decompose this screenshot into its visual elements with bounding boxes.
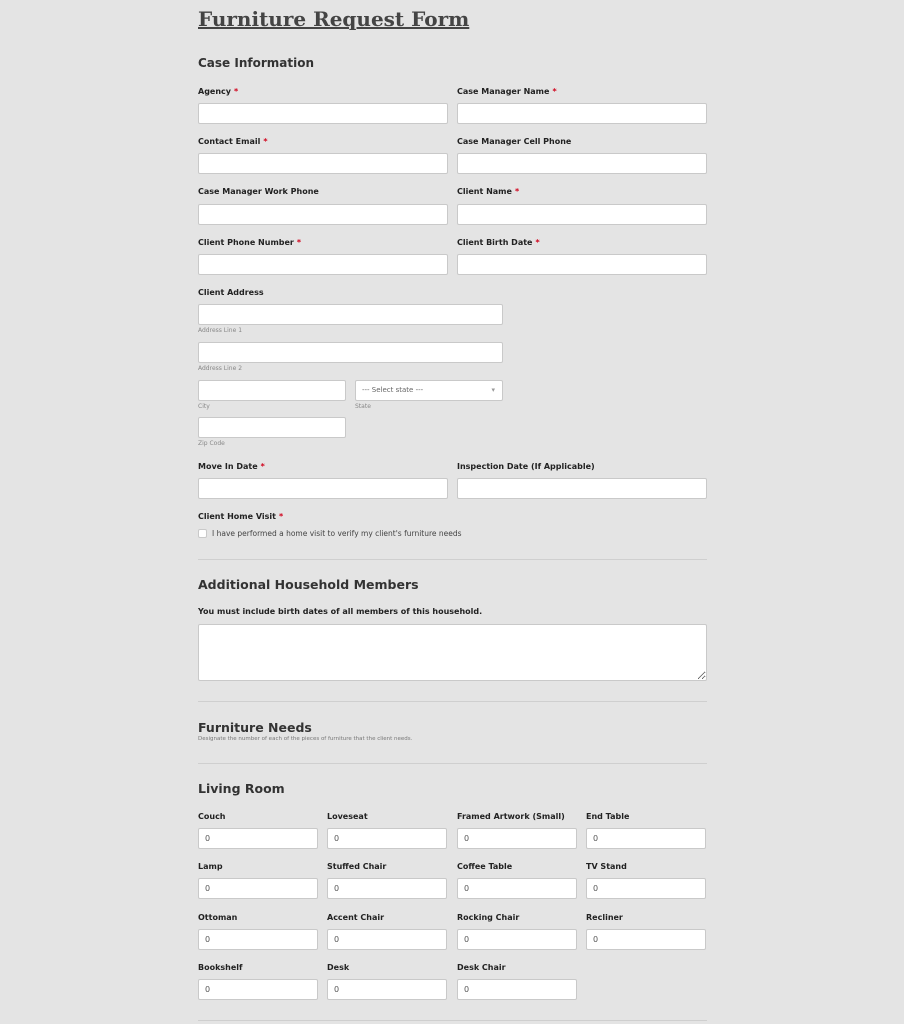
case-manager-cell-label: Case Manager Cell Phone — [457, 137, 572, 146]
bookshelf-label: Bookshelf — [198, 963, 243, 972]
required-mark: * — [514, 187, 520, 196]
agency-label: Agency * — [198, 87, 239, 96]
move-in-date-input[interactable] — [198, 478, 448, 499]
tv-stand-label: TV Stand — [586, 862, 627, 871]
coffee-table-quantity-input[interactable] — [457, 878, 577, 899]
section-divider — [198, 1020, 707, 1021]
required-mark: * — [535, 238, 540, 247]
couch-label: Couch — [198, 812, 226, 821]
furniture-needs-heading: Furniture Needs — [198, 720, 312, 735]
home-visit-checkbox[interactable] — [198, 529, 207, 538]
lamp-quantity-input[interactable] — [198, 878, 318, 899]
home-visit-checkbox-label[interactable]: I have performed a home visit to verify my client's furniture needs — [212, 529, 462, 538]
inspection-date-label: Inspection Date (If Applicable) — [457, 462, 595, 471]
tv-stand-quantity-input[interactable] — [586, 878, 706, 899]
rocking-chair-quantity-input[interactable] — [457, 929, 577, 950]
agency-input[interactable] — [198, 103, 448, 124]
recliner-quantity-input[interactable] — [586, 929, 706, 950]
required-mark: * — [552, 87, 557, 96]
client-name-input[interactable] — [457, 204, 707, 225]
move-in-date-label: Move In Date * — [198, 462, 265, 471]
household-instruction: You must include birth dates of all members of this household. — [198, 607, 483, 616]
state-select-value: --- Select state --- — [362, 386, 424, 394]
contact-email-label: Contact Email * — [198, 137, 268, 146]
framed-artwork-small-quantity-input[interactable] — [457, 828, 577, 849]
ottoman-label: Ottoman — [198, 913, 238, 922]
case-manager-name-input[interactable] — [457, 103, 707, 124]
living-room-heading: Living Room — [198, 781, 285, 796]
coffee-table-label: Coffee Table — [457, 862, 513, 871]
zip-sublabel: Zip Code — [198, 440, 225, 447]
case-manager-cell-input[interactable] — [457, 153, 707, 174]
recliner-label: Recliner — [586, 913, 623, 922]
client-phone-label: Client Phone Number * — [198, 238, 302, 247]
client-address-label: Client Address — [198, 288, 264, 297]
household-heading: Additional Household Members — [198, 577, 419, 592]
stuffed-chair-label: Stuffed Chair — [327, 862, 387, 871]
furniture-needs-help: Designate the number of each of the pieces of furniture that the client needs. — [198, 736, 413, 742]
end-table-quantity-input[interactable] — [586, 828, 706, 849]
inspection-date-input[interactable] — [457, 478, 707, 499]
home-visit-label: Client Home Visit * — [198, 512, 284, 521]
contact-email-input[interactable] — [198, 153, 448, 174]
client-birth-date-label: Client Birth Date * — [457, 238, 540, 247]
ottoman-quantity-input[interactable] — [198, 929, 318, 950]
loveseat-quantity-input[interactable] — [327, 828, 447, 849]
end-table-label: End Table — [586, 812, 630, 821]
required-mark: * — [260, 462, 265, 471]
case-information-heading: Case Information — [198, 56, 314, 70]
address-line2-sublabel: Address Line 2 — [198, 365, 243, 372]
zip-input[interactable] — [198, 417, 346, 438]
address-line1-input[interactable] — [198, 304, 503, 325]
loveseat-label: Loveseat — [327, 812, 368, 821]
couch-quantity-input[interactable] — [198, 828, 318, 849]
required-mark: * — [278, 512, 284, 521]
desk-chair-quantity-input[interactable] — [457, 979, 577, 1000]
case-manager-work-label: Case Manager Work Phone — [198, 187, 319, 196]
page-title: Furniture Request Form — [198, 7, 470, 31]
section-divider — [198, 763, 707, 764]
chevron-down-icon: ▾ — [491, 386, 495, 394]
required-mark: * — [234, 87, 239, 96]
accent-chair-quantity-input[interactable] — [327, 929, 447, 950]
desk-chair-label: Desk Chair — [457, 963, 506, 972]
city-input[interactable] — [198, 380, 346, 401]
address-line1-sublabel: Address Line 1 — [198, 327, 243, 334]
city-sublabel: City — [198, 403, 210, 410]
section-divider — [198, 559, 707, 560]
client-name-label: Client Name * — [457, 187, 520, 196]
rocking-chair-label: Rocking Chair — [457, 913, 520, 922]
required-mark: * — [296, 238, 302, 247]
case-manager-work-input[interactable] — [198, 204, 448, 225]
case-manager-name-label: Case Manager Name * — [457, 87, 557, 96]
state-sublabel: State — [355, 403, 371, 410]
desk-quantity-input[interactable] — [327, 979, 447, 1000]
required-mark: * — [263, 137, 268, 146]
stuffed-chair-quantity-input[interactable] — [327, 878, 447, 899]
lamp-label: Lamp — [198, 862, 223, 871]
client-phone-input[interactable] — [198, 254, 448, 275]
framed-artwork-small-label: Framed Artwork (Small) — [457, 812, 565, 821]
state-select[interactable] — [355, 380, 503, 401]
accent-chair-label: Accent Chair — [327, 913, 385, 922]
section-divider — [198, 701, 707, 702]
household-members-textarea[interactable] — [198, 624, 707, 681]
address-line2-input[interactable] — [198, 342, 503, 363]
desk-label: Desk — [327, 963, 350, 972]
bookshelf-quantity-input[interactable] — [198, 979, 318, 1000]
client-birth-date-input[interactable] — [457, 254, 707, 275]
